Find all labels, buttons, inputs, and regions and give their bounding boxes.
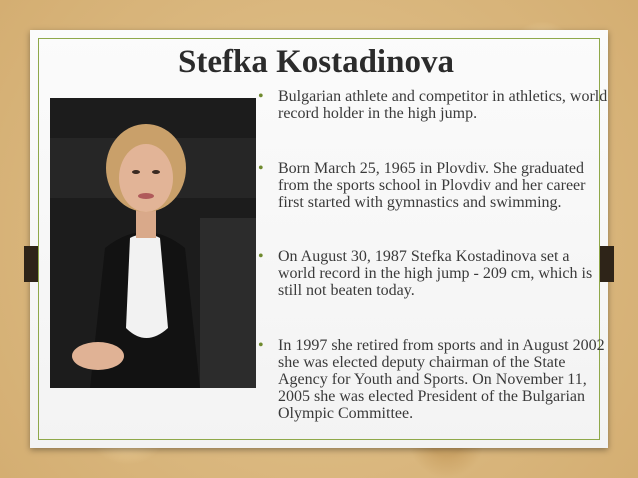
bullet-dot-icon: • (258, 160, 264, 177)
portrait-illustration (50, 98, 256, 388)
portrait-photo (50, 98, 256, 388)
left-edge-tab (24, 246, 38, 282)
bullet-item (258, 160, 610, 211)
slide-title: Stefka Kostadinova (178, 44, 454, 80)
slide-card (30, 30, 608, 448)
bullet-text: In 1997 she retired from sports and in August 2002 she was elected deputy chairman of the State Agency for Youth and Sports. On November 11, 2005 she was elected President of the Bulgarian Olympic Committee. (278, 337, 605, 422)
bullet-text: Bulgarian athlete and competitor in athletics, world record holder in the high jump. (278, 88, 608, 122)
bullet-dot-icon: • (258, 88, 264, 105)
bullet-text: On August 30, 1987 Stefka Kostadinova set a world record in the high jump - 209 cm, which is still not beaten today. (278, 248, 593, 299)
bullet-dot-icon: • (258, 337, 264, 354)
bullet-list (258, 88, 610, 422)
bullet-dot-icon: • (258, 248, 264, 265)
bullet-text: Born March 25, 1965 in Plovdiv. She graduated from the sports school in Plovdiv and her career first started with gymnastics and swimming. (278, 160, 586, 211)
bullet-item (258, 248, 610, 299)
bullet-item (258, 337, 610, 422)
bullet-item (258, 88, 610, 122)
